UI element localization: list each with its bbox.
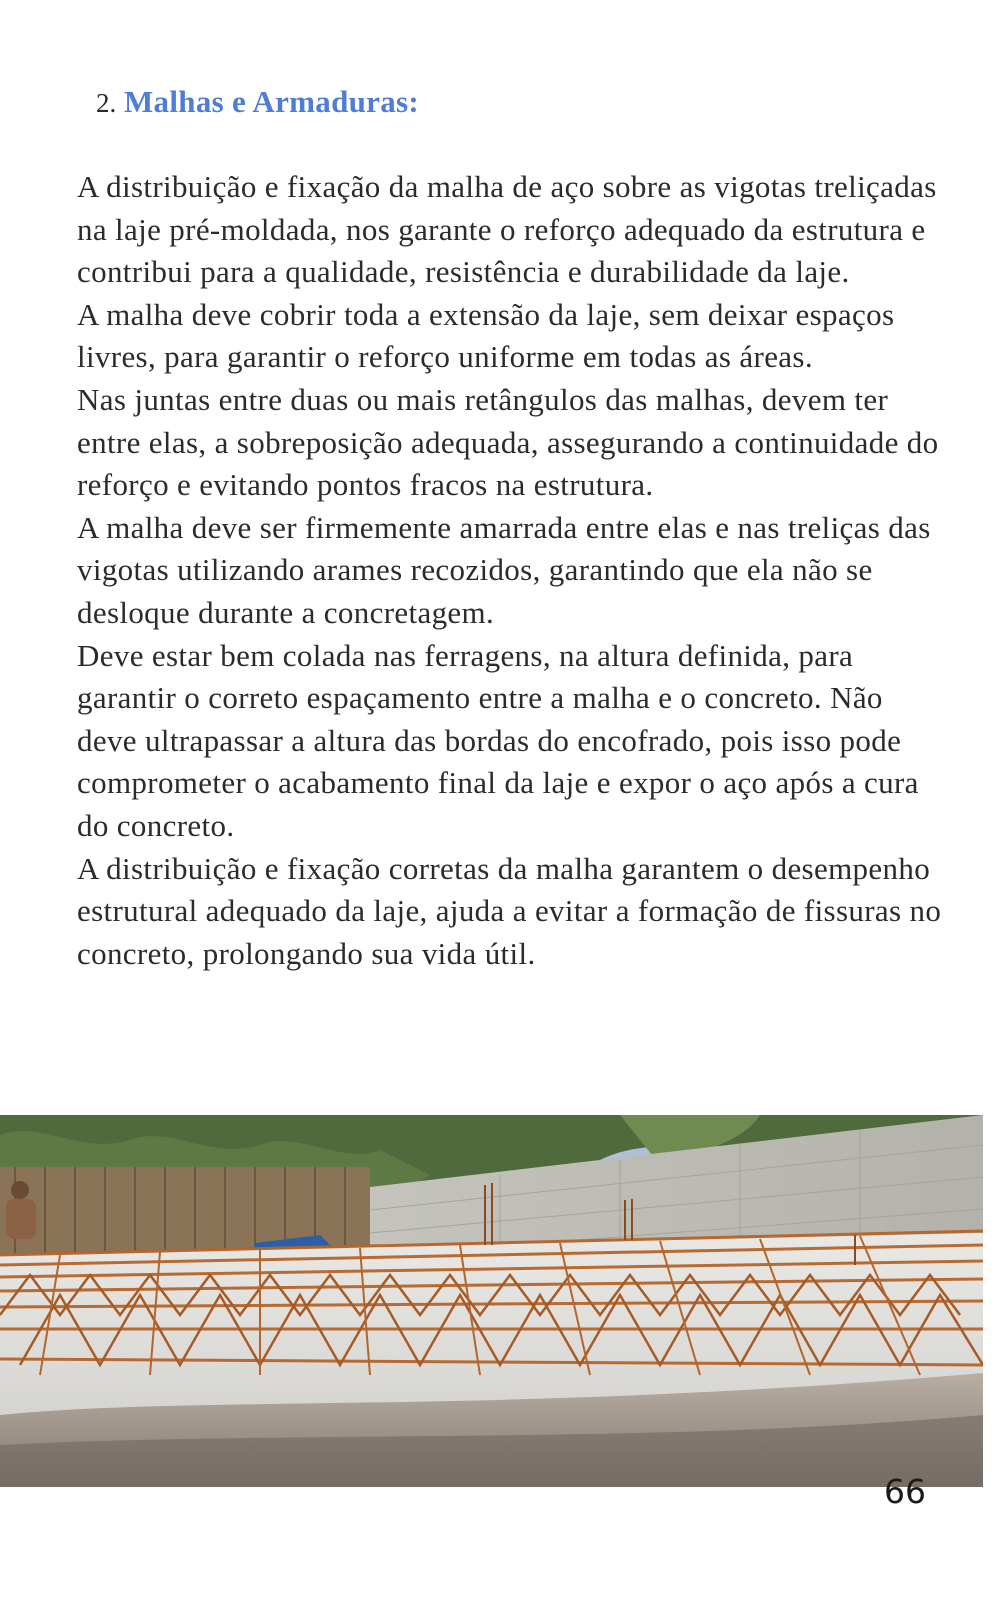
page-number: 66 xyxy=(884,1472,926,1511)
section-heading xyxy=(96,82,419,123)
section-title: Malhas e Armaduras: xyxy=(124,84,420,119)
paragraph: Nas juntas entre duas ou mais retângulos das malhas, devem ter entre elas, a sobreposição adequada, assegurando a continuidade do reforço e evitando pontos fracos na estrutura. xyxy=(77,381,939,503)
section-number: 2. xyxy=(96,88,117,118)
body-text xyxy=(77,166,947,975)
paragraph: A malha deve cobrir toda a extensão da laje, sem deixar espaços livres, para garantir o reforço uniforme em todas as áreas. xyxy=(77,296,895,375)
paragraph: A distribuição e fixação da malha de aço sobre as vigotas treliçadas na laje pré-moldada, nos garante o reforço adequado da estrutura e contribui para a qualidade, resistência e durabilidade da laje. xyxy=(77,169,937,290)
paragraph: A distribuição e fixação corretas da malha garantem o desempenho estrutural adequado da laje, ajuda a evitar a formação de fissuras no concreto, prolongando sua vida útil. xyxy=(77,850,942,971)
construction-photo xyxy=(0,1115,983,1487)
paragraph: A malha deve ser firmemente amarrada entre elas e nas treliças das vigotas utilizando arames recozidos, garantindo que ela não se desloque durante a concretagem. xyxy=(77,509,931,630)
paragraph: Deve estar bem colada nas ferragens, na altura definida, para garantir o correto espaçamento entre a malha e o concreto. Não deve ultrapassar a altura das bordas do encofrado, pois isso pode comprometer o acabamento final da laje e expor o aço após a cura do concreto. xyxy=(77,637,919,843)
